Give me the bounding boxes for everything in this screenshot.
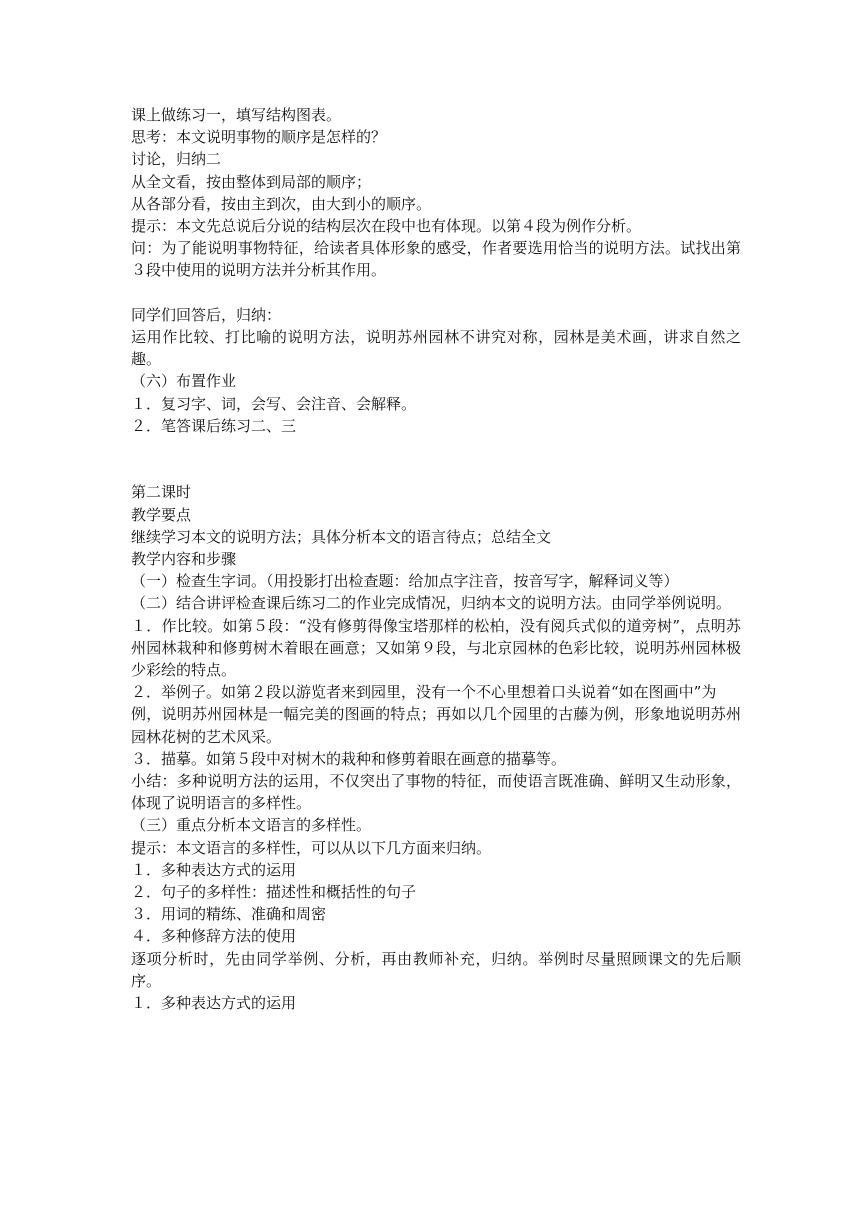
blank-line — [131, 282, 741, 304]
document-body — [131, 104, 746, 1014]
text-line: 课上做练习一，填写结构图表。 — [131, 106, 342, 124]
blank-line — [131, 437, 741, 481]
text-line: 提示：本文先总说后分说的结构层次在段中也有体现。以第４段为例作分析。 — [131, 217, 642, 236]
text-line: ４．多种修辞方法的使用 — [131, 927, 297, 946]
text-line: 例，说明苏州园林是一幅完美的图画的特点；再如以几个园里的古藤为例，形象地说明苏州园林花树的艺术风采。 — [131, 705, 741, 746]
text-line: ２．句子的多样性：描述性和概括性的句子 — [131, 883, 417, 902]
text-line: （一）检查生字词。（用投影打出检查题：给加点字注音，按音写字，解释词义等） — [131, 572, 679, 591]
lesson-heading: 第二课时 — [131, 483, 192, 502]
text-line: ３．用词的精练、准确和周密 — [131, 905, 327, 924]
text-line: １．作比较。如第５段：“没有修剪得像宝塔那样的松柏，没有阅兵式似的道旁树”，点明苏州园林栽种和修剪树木着眼在画意；又如第９段，与北京园林的色彩比较，说明苏州园林极少彩绘的特点。 — [131, 616, 741, 680]
text-line: ２．举例子。如第２段以游览者来到园里，没有一个不心里想着口头说着“如在图画中”为 — [131, 683, 717, 702]
text-line: 从全文看，按由整体到局部的顺序； — [131, 172, 372, 191]
text-line: 同学们回答后，归纳： — [131, 305, 282, 324]
text-line: １．多种表达方式的运用 — [131, 860, 297, 879]
text-line: ３．描摹。如第５段中对树木的栽种和修剪着眼在画意的描摹等。 — [131, 749, 567, 768]
section-heading: 教学要点 — [131, 505, 192, 524]
section-heading: （三）重点分析本文语言的多样性。 — [131, 816, 372, 835]
text-line: 逐项分析时，先由同学举例、分析，再由教师补充，归纳。举例时尽量照顾课文的先后顺序。 — [131, 949, 741, 990]
text-line: 运用作比较、打比喻的说明方法，说明苏州园林不讲究对称，园林是美术画，讲求自然之 趣。 — [131, 328, 746, 369]
text-line: ２．笔答课后练习二、三 — [131, 416, 297, 435]
text-line: 继续学习本文的说明方法；具体分析本文的语言待点；总结全文 — [131, 527, 552, 546]
section-heading: （六）布置作业 — [131, 372, 237, 391]
text-line: 讨论，归纳二 — [131, 150, 222, 169]
text-line: 提示：本文语言的多样性，可以从以下几方面来归纳。 — [131, 838, 492, 857]
text-line: （二）结合讲评检查课后练习二的作业完成情况，归纳本文的说明方法。由同学举例说明。 — [131, 594, 732, 613]
text-line: 问：为了能说明事物特征，给读者具体形象的感受，作者要选用恰当的说明方法。试找出第３段中使用的说明方法并分析其作用。 — [131, 239, 741, 280]
text-line: １．多种表达方式的运用 — [131, 994, 297, 1013]
section-heading: 教学内容和步骤 — [131, 550, 237, 569]
text-line: 小结：多种说明方法的运用，不仅突出了事物的特征，而使语言既准确、鲜明又生动形象，体现了说明语言的多样性。 — [131, 772, 741, 813]
text-line: １．复习字、词，会写、会注音、会解释。 — [131, 394, 417, 413]
text-line: 从各部分看，按由主到次，由大到小的顺序。 — [131, 194, 432, 213]
text-line: 思考：本文说明事物的顺序是怎样的？ — [131, 128, 387, 147]
